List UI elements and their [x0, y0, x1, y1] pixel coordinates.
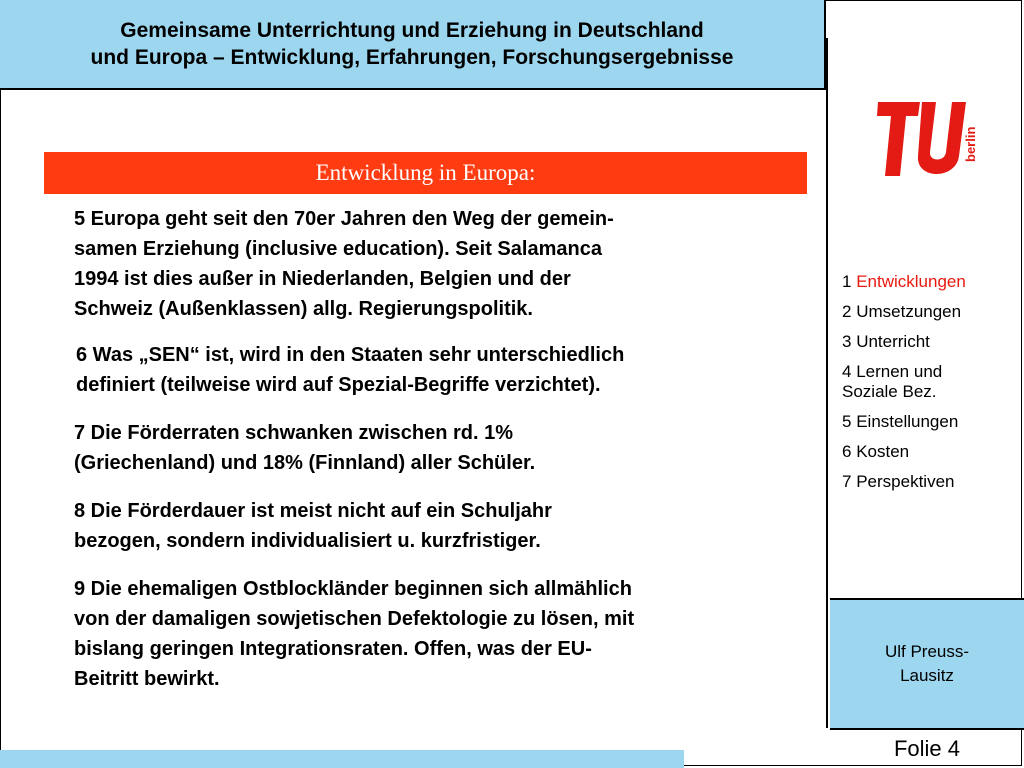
- nav-item-number: 6: [842, 442, 852, 461]
- nav-item-unterricht[interactable]: [842, 332, 1018, 352]
- point-7: [74, 418, 535, 478]
- nav-item-number: 4: [842, 362, 852, 381]
- point-line: bislang geringen Integrationsraten. Offen, was der EU-: [74, 638, 592, 660]
- point-line: 1994 ist dies außer in Niederlanden, Belgien und der: [74, 268, 571, 290]
- point-line: 7 Die Förderraten schwanken zwischen rd. 1%: [74, 422, 514, 444]
- point-line: Beitritt bewirkt.: [74, 668, 220, 690]
- logo-berlin-text: berlin: [963, 126, 978, 162]
- point-line: 8 Die Förderdauer ist meist nicht auf ein Schuljahr: [74, 500, 552, 522]
- nav-item-label: Kosten: [856, 442, 910, 461]
- nav-item-umsetzungen[interactable]: [842, 302, 1018, 322]
- nav-item-label: Perspektiven: [856, 472, 955, 491]
- nav-item-lernen[interactable]: [842, 362, 1018, 402]
- point-line: bezogen, sondern individualisiert u. kurzfristiger.: [74, 530, 541, 552]
- nav-item-number: 1: [842, 272, 852, 291]
- point-line: 6 Was „SEN“ ist, wird in den Staaten sehr unterschiedlich: [76, 344, 625, 366]
- slide-number-label: Folie 4: [893, 736, 961, 761]
- tu-berlin-logo: [872, 96, 984, 180]
- nav-item-number: 2: [842, 302, 852, 321]
- point-8: [74, 496, 552, 556]
- section-title: Entwicklung in Europa:: [315, 160, 536, 185]
- point-9: [74, 574, 634, 694]
- nav-item-kosten[interactable]: [842, 442, 1018, 462]
- author-name: Ulf Preuss-Lausitz: [884, 642, 970, 685]
- slide-number: [830, 728, 1024, 768]
- header-title-line2: und Europa – Entwicklung, Erfahrungen, Forschungsergebnisse: [90, 46, 734, 69]
- tu-logo-t-shape: [877, 102, 920, 176]
- author-box: [830, 598, 1024, 728]
- header-title-line1: Gemeinsame Unterrichtung und Erziehung in Deutschland: [120, 19, 704, 42]
- section-title-bar: [44, 152, 807, 194]
- topic-navigation: [842, 272, 1018, 502]
- nav-item-label: Entwicklungen: [856, 272, 966, 291]
- nav-item-perspektiven[interactable]: [842, 472, 1018, 492]
- nav-item-number: 7: [842, 472, 852, 491]
- slide-header: [0, 0, 826, 90]
- point-6: [76, 340, 624, 400]
- nav-item-label: Unterricht: [856, 332, 930, 351]
- point-line: 5 Europa geht seit den 70er Jahren den Weg der gemein-: [74, 208, 614, 230]
- point-line: 9 Die ehemaligen Ostblockländer beginnen sich allmählich: [74, 578, 632, 600]
- nav-item-entwicklungen[interactable]: [842, 272, 1018, 292]
- nav-item-label-line2: Soziale Bez.: [842, 382, 937, 401]
- nav-item-label: Lernen und: [856, 362, 943, 381]
- point-line: samen Erziehung (inclusive education). Seit Salamanca: [74, 238, 602, 260]
- nav-item-number: 3: [842, 332, 852, 351]
- point-5: [74, 204, 614, 324]
- point-line: (Griechenland) und 18% (Finnland) aller Schüler.: [74, 452, 536, 474]
- sidebar-divider: [826, 38, 828, 728]
- nav-item-label: Einstellungen: [856, 412, 959, 431]
- point-line: Schweiz (Außenklassen) allg. Regierungspolitik.: [74, 298, 533, 320]
- nav-item-number: 5: [842, 412, 852, 431]
- nav-item-label: Umsetzungen: [856, 302, 962, 321]
- bottom-accent-bar: [0, 750, 684, 768]
- tu-logo-u-shape: [918, 102, 966, 174]
- point-line: definiert (teilweise wird auf Spezial-Begriffe verzichtet).: [76, 374, 601, 396]
- point-line: von der damaligen sowjetischen Defektologie zu lösen, mit: [74, 608, 635, 630]
- nav-item-einstellungen[interactable]: [842, 412, 1018, 432]
